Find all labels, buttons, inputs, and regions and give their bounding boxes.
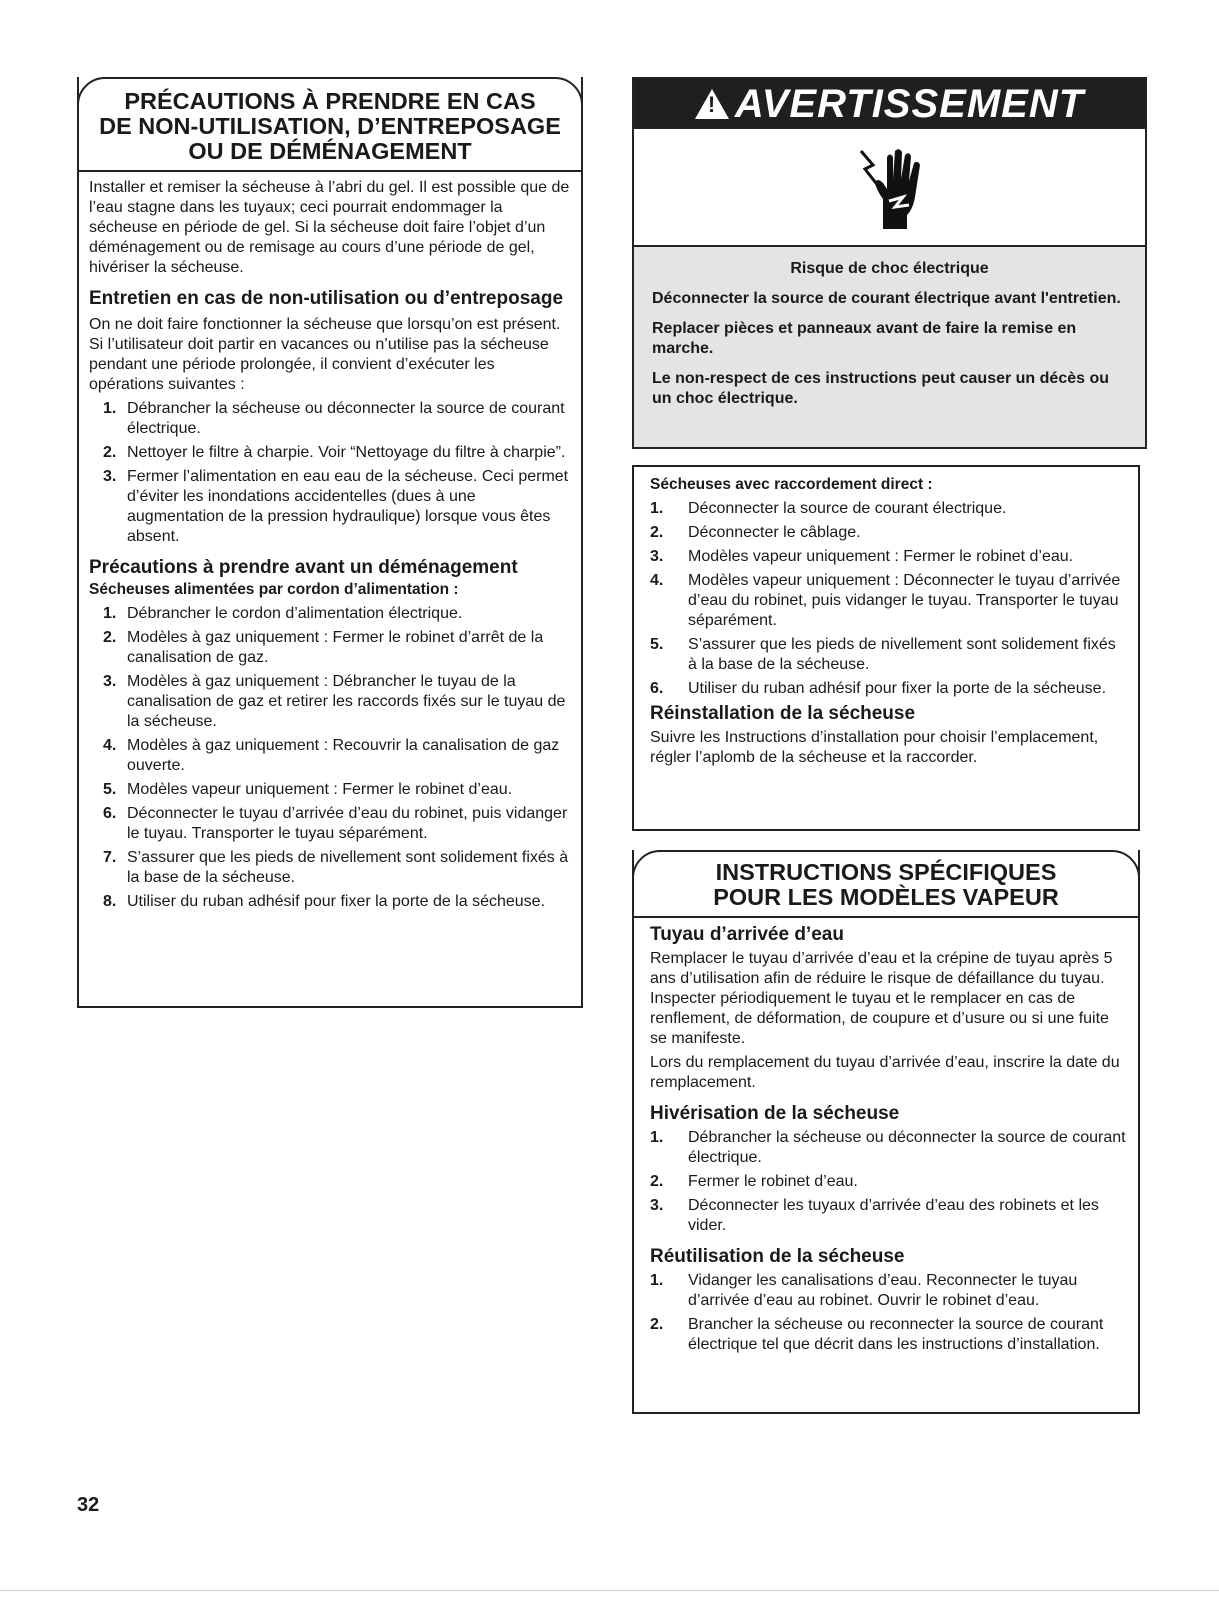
reinstall-text: Suivre les Instructions d’installation pour choisir l’emplacement, régler l’aplomb de la sécheuse et la raccorder. bbox=[650, 729, 1099, 766]
winter-heading: Hivérisation de la sécheuse bbox=[650, 1103, 900, 1124]
electric-shock-hand-icon bbox=[855, 143, 925, 233]
steam-header bbox=[632, 850, 1140, 918]
list-item: 3. Déconnecter les tuyaux d’arrivée d’eau des robinets et les vider. bbox=[650, 1197, 1099, 1234]
reinstall-heading: Réinstallation de la sécheuse bbox=[650, 703, 916, 724]
storage-intro: Installer et remiser la sécheuse à l’abri du gel. Il est possible que de l’eau stagne dans les tuyaux; ceci pourrait endommager la sécheuse en période de gel. Si la sécheuse doit faire l’objet d’un déménagement ou de remisage au cours d’une période de gel, hivériser la sécheuse. bbox=[89, 179, 570, 276]
reuse-steps bbox=[650, 1271, 1128, 1355]
winter-steps bbox=[650, 1128, 1128, 1236]
warning-icon-area bbox=[634, 127, 1145, 247]
list-item: 5. S’assurer que les pieds de nivellement sont solidement fixés à la base de la sécheuse. bbox=[650, 636, 1116, 673]
moving-heading: Précautions à prendre avant un déménagement bbox=[89, 557, 518, 578]
storage-title: PRÉCAUTIONS À PRENDRE EN CAS DE NON-UTILISATION, D’ENTREPOSAGE OU DE DÉMÉNAGEMENT bbox=[99, 88, 561, 164]
list-item: 2. Déconnecter le câblage. bbox=[650, 524, 861, 541]
list-item: 4. Modèles vapeur uniquement : Déconnecter le tuyau d’arrivée d’eau du robinet, puis vidanger le tuyau. Transporter le tuyau séparément. bbox=[650, 572, 1121, 629]
steam-content bbox=[634, 924, 1138, 1355]
warning-banner-text: AVERTISSEMENT bbox=[734, 82, 1085, 126]
storage-steps bbox=[89, 399, 571, 547]
list-item: 7. S’assurer que les pieds de nivellement sont solidement fixés à la base de la sécheuse. bbox=[103, 849, 569, 886]
direct-connection-box bbox=[632, 465, 1140, 831]
warning-line-1: Déconnecter la source de courant électrique avant l'entretien. bbox=[652, 290, 1121, 307]
list-item: 1. Déconnecter la source de courant électrique. bbox=[650, 500, 1007, 517]
warning-text bbox=[634, 247, 1145, 409]
hose-text-2: Lors du remplacement du tuyau d’arrivée d’eau, inscrire la date du remplacement. bbox=[650, 1054, 1120, 1091]
storage-content bbox=[79, 178, 581, 912]
warning-risk: Risque de choc électrique bbox=[790, 260, 989, 277]
list-item: 1. Débrancher la sécheuse ou déconnecter la source de courant électrique. bbox=[103, 400, 565, 437]
reuse-heading: Réutilisation de la sécheuse bbox=[650, 1246, 905, 1267]
steam-title: INSTRUCTIONS SPÉCIFIQUES POUR LES MODÈLES VAPEUR bbox=[713, 859, 1059, 910]
hose-text-1: Remplacer le tuyau d’arrivée d’eau et la crépine de tuyau après 5 ans d’utilisation afin de réduire le risque de défaillance du tuyau. Inspecter périodiquement le tuyau et le remplacer en cas de renflement, de déformation, de coupure et d’usure ou si une fuite se manifeste. bbox=[650, 950, 1113, 1047]
storage-precautions-box bbox=[77, 77, 583, 1008]
cord-heading: Sécheuses alimentées par cordon d’alimentation : bbox=[89, 581, 459, 598]
list-item: 1. Vidanger les canalisations d’eau. Reconnecter le tuyau d’arrivée d’eau au robinet. Ouvrir le robinet d’eau. bbox=[650, 1272, 1078, 1309]
storage-header bbox=[77, 77, 583, 172]
warning-banner bbox=[634, 79, 1145, 127]
direct-heading: Sécheuses avec raccordement direct : bbox=[650, 476, 933, 493]
list-item: 1. Débrancher le cordon d’alimentation électrique. bbox=[103, 605, 463, 622]
list-item: 1. Débrancher la sécheuse ou déconnecter la source de courant électrique. bbox=[650, 1129, 1126, 1166]
list-item: 2. Modèles à gaz uniquement : Fermer le robinet d’arrêt de la canalisation de gaz. bbox=[103, 629, 544, 666]
list-item: 5. Modèles vapeur uniquement : Fermer le robinet d’eau. bbox=[103, 781, 513, 798]
warning-box bbox=[632, 77, 1147, 449]
list-item: 2. Nettoyer le filtre à charpie. Voir “Nettoyage du filtre à charpie”. bbox=[103, 444, 566, 461]
warning-triangle-icon: ! bbox=[695, 89, 729, 119]
list-item: 2. Fermer le robinet d’eau. bbox=[650, 1173, 858, 1190]
list-item: 6. Utiliser du ruban adhésif pour fixer la porte de la sécheuse. bbox=[650, 680, 1107, 697]
storage-heading: Entretien en cas de non-utilisation ou d’entreposage bbox=[89, 288, 564, 309]
bottom-divider bbox=[0, 1590, 1219, 1591]
storage-text: On ne doit faire fonctionner la sécheuse que lorsqu’on est présent. Si l’utilisateur doit partir en vacances ou n’utilise pas la sécheuse pendant une période prolongée, il convient d’exécuter les opérations suivantes : bbox=[89, 316, 561, 393]
warning-line-3: Le non-respect de ces instructions peut causer un décès ou un choc électrique. bbox=[652, 370, 1110, 407]
list-item: 4. Modèles à gaz uniquement : Recouvrir la canalisation de gaz ouverte. bbox=[103, 737, 560, 774]
direct-steps bbox=[650, 499, 1126, 699]
list-item: 3. Fermer l’alimentation en eau eau de la sécheuse. Ceci permet d’éviter les inondations accidentelles (dues à une augmentation de la pression hydraulique) lorsque vous êtes absent. bbox=[103, 468, 569, 545]
cord-steps bbox=[89, 604, 571, 912]
list-item: 3. Modèles à gaz uniquement : Débrancher le tuyau de la canalisation de gaz et retirer les raccords fixés sur le tuyau de la sécheuse. bbox=[103, 673, 566, 730]
list-item: 8. Utiliser du ruban adhésif pour fixer la porte de la sécheuse. bbox=[103, 893, 546, 910]
steam-models-box bbox=[632, 850, 1140, 1414]
hose-heading: Tuyau d’arrivée d’eau bbox=[650, 924, 844, 945]
list-item: 3. Modèles vapeur uniquement : Fermer le robinet d’eau. bbox=[650, 548, 1074, 565]
page-number: 32 bbox=[77, 1494, 100, 1516]
list-item: 6. Déconnecter le tuyau d’arrivée d’eau du robinet, puis vidanger le tuyau. Transporter le tuyau séparément. bbox=[103, 805, 568, 842]
list-item: 2. Brancher la sécheuse ou reconnecter la source de courant électrique tel que décrit dans les instructions d’installation. bbox=[650, 1316, 1104, 1353]
warning-line-2: Replacer pièces et panneaux avant de faire la remise en marche. bbox=[652, 320, 1077, 357]
